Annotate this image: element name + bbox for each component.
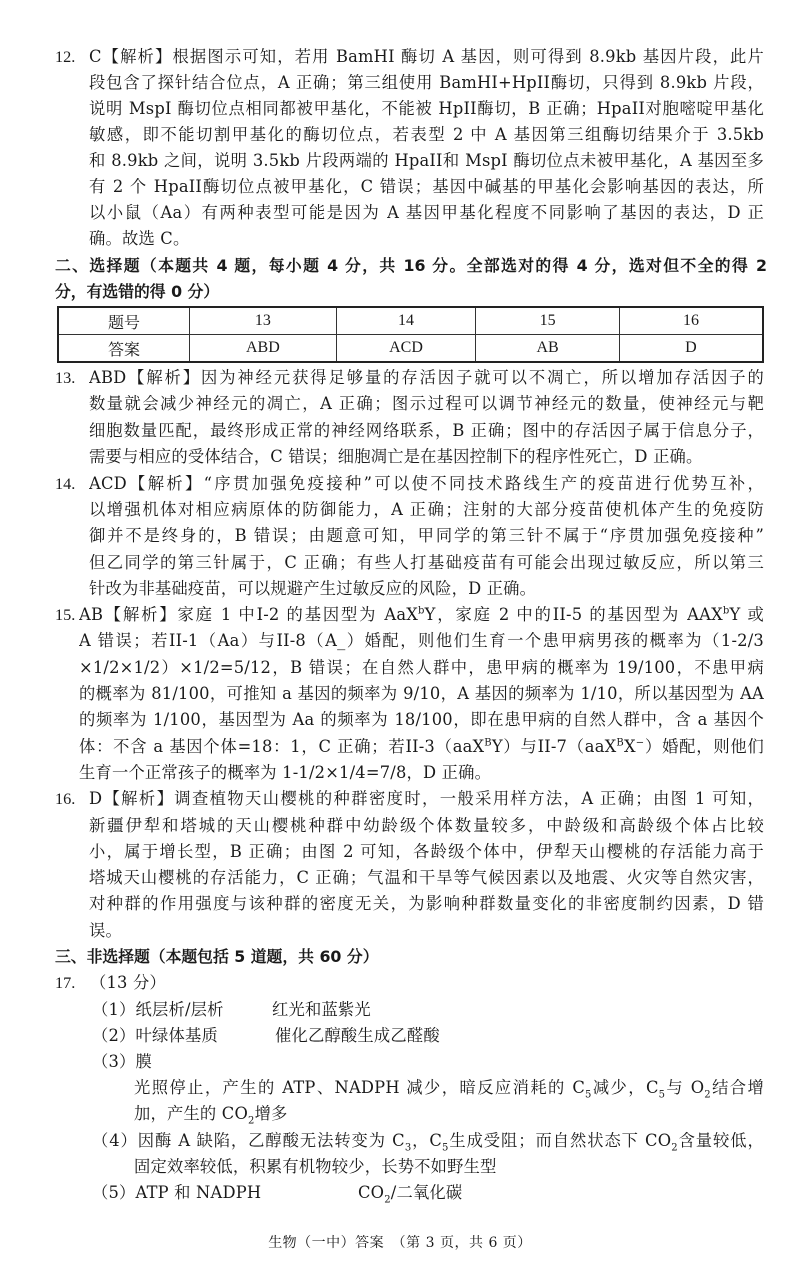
q14-line: ACD【解析】“序贯加强免疫接种”可以使不同技术路线生产的疫苗进行优势互补， [89, 474, 764, 493]
text: 体：不含 a 基因个体=18：1，C 正确；若II-3（aaX [79, 737, 485, 756]
q15-line: 生育一个正常孩子的概率为 1-1/2×1/4=7/8，D 正确。 [79, 763, 492, 782]
text: 减少，C [591, 1078, 659, 1097]
text: ）婚配，则他们 [644, 737, 764, 756]
q12-line: 说明 MspI 酶切位点相同都被甲基化，不能被 HpII酶切，B 正确；HpaII对胞嘧啶甲基化 [89, 99, 764, 118]
text: 生成受阻；而自然状态下 CO [448, 1131, 672, 1150]
q13-line: 数量就会减少神经元的凋亡，A 正确；图示过程可以调节神经元的数量，使神经元与靶 [89, 394, 764, 413]
q12-line: 敏感，即不能切割甲基化的酶切位点，若表型 2 中 A 基因第三组酶切结果介于 3.5kb [89, 125, 764, 144]
subscript: 5 [585, 1089, 592, 1101]
q17-part3-line [134, 1101, 288, 1127]
question-13-number: 13. [55, 368, 76, 387]
table-cell: ACD [336, 335, 476, 363]
subscript: 2 [248, 1115, 255, 1127]
q12-line: 段包含了探针结合位点，A 正确；第三组使用 BamHI+HpII酶切，只得到 8.9kb 片段， [89, 73, 764, 92]
subscript: 2 [384, 1194, 391, 1206]
q17-part1-answer: 红光和蓝紫光 [272, 1000, 371, 1019]
table-cell: 题号 [58, 307, 190, 335]
section-2-heading: 二、选择题（本题共 4 题，每小题 4 分，共 16 分。全部选对的得 4 分，选对但不全的得 2 [55, 256, 767, 275]
subscript: 5 [658, 1089, 666, 1101]
q15-line [79, 602, 764, 628]
q17-part3-line [134, 1075, 764, 1101]
q17-part1-label: （1）纸层析/层析 [92, 1000, 224, 1019]
q16-line: 对种群的作用强度与该种群的密度无关，为影响种群数量变化的非密度制约因素，D 错 [89, 894, 764, 913]
text: AB【解析】家庭 1 中I-2 的基因型为 AaX [79, 605, 419, 624]
table-answer-row [58, 335, 763, 363]
table-cell: 答案 [58, 335, 190, 363]
q12-line: 有 2 个 HpaII酶切位点被甲基化，C 错误；基因中碱基的甲基化会影响基因的表达，所 [89, 177, 764, 196]
question-15-number: 15. [55, 605, 76, 624]
q12-line: 以小鼠（Aa）有两种表型可能是因为 A 基因甲基化程度不同影响了基因的表达，D 正 [89, 203, 764, 222]
table-cell: 13 [190, 307, 337, 335]
question-16-number: 16. [55, 789, 76, 808]
q16-line: 小，属于增长型，B 正确；由图 2 可知，各龄级个体中，伊犁天山樱桃的存活能力高于 [89, 842, 764, 861]
q13-line: 需要与相应的受体结合，C 错误；细胞凋亡是在基因控制下的程序性死亡，D 正确。 [89, 447, 703, 466]
table-cell: AB [476, 335, 620, 363]
text: /二氧化碳 [390, 1183, 463, 1202]
subscript: 2 [704, 1089, 711, 1101]
q17-part2-label: （2）叶绿体基质 [92, 1026, 218, 1045]
q17-score: （13 分） [90, 973, 166, 992]
q15-line: 的频率为 1/100，基因型为 Aa 的频率为 18/100，即在患甲病的自然人群中，含 a 基因个 [79, 710, 764, 729]
q17-part5-answer [358, 1180, 462, 1206]
q15-line [79, 734, 764, 760]
text: Y）与II-7（aaX [491, 737, 617, 756]
text: 含量较低， [677, 1131, 764, 1150]
text: 结合增 [710, 1078, 764, 1097]
subscript: 2 [671, 1142, 678, 1154]
text: 加，产生的 CO [134, 1104, 248, 1123]
q17-part3-label: （3）膜 [92, 1052, 153, 1071]
q14-line: 御并不是终身的，B 错误；由题意可知，甲同学的第三针不属于“序贯加强免疫接种” [89, 526, 764, 545]
q12-line: C【解析】根据图示可知，若用 BamHI 酶切 A 基因，则可得到 8.9kb 基因片段，此片 [89, 47, 764, 66]
q16-line: D【解析】调查植物天山樱桃的种群密度时，一般采用样方法，A 正确；由图 1 可知， [89, 789, 764, 808]
text: 与 O [665, 1078, 705, 1097]
q16-line: 塔城天山樱桃的存活能力，C 正确；气温和干旱等气候因素以及地震、火灾等自然灾害， [89, 868, 764, 887]
q17-part4-line: 固定效率较低，积累有机物较少，长势不如野生型 [134, 1157, 497, 1176]
q15-line: 的概率为 81/100，可推知 a 基因的频率为 9/10，A 基因的频率为 1/10，所以基因型为 AA [79, 684, 764, 703]
text: 光照停止，产生的 ATP、NADPH 减少，暗反应消耗的 C [134, 1078, 586, 1097]
text: （4）因酶 A 缺陷，乙醇酸无法转变为 C [92, 1131, 405, 1150]
text: Y 或 [729, 605, 764, 624]
q12-line: 和 8.9kb 之间，说明 3.5kb 片段两端的 HpaII和 MspI 酶切位点未被甲基化，A 基因至多 [89, 151, 764, 170]
q17-part2-answer: 催化乙醇酸生成乙醛酸 [275, 1026, 440, 1045]
text: 增多 [254, 1104, 288, 1123]
subscript: 5 [442, 1142, 449, 1154]
superscript: B [484, 737, 492, 749]
section-2-heading-cont: 分，有选错的得 0 分） [55, 282, 220, 301]
question-14-number: 14. [55, 474, 76, 493]
q17-part5-label: （5）ATP 和 NADPH [92, 1183, 262, 1202]
section-3-heading: 三、非选择题（本题包括 5 道题，共 60 分） [55, 947, 379, 966]
q16-line: 新疆伊犁和塔城的天山樱桃种群中幼龄级个体数量较多，中龄级和高龄级个体占比较 [89, 816, 764, 835]
table-header-row [58, 307, 763, 335]
question-12-number: 12. [55, 47, 76, 66]
q16-line: 误。 [89, 921, 122, 940]
answer-table [57, 306, 764, 363]
page-footer: 生物（一中）答案 （第 3 页，共 6 页） [268, 1235, 532, 1251]
text: CO [358, 1183, 385, 1202]
q15-line: ×1/2×1/2）×1/2=5/12，B 错误；在自然人群中，患甲病的概率为 19/100，不患甲病 [79, 658, 764, 677]
text: ，C [411, 1131, 443, 1150]
table-cell: 14 [336, 307, 476, 335]
subscript: 3 [404, 1142, 412, 1154]
q13-line: ABD【解析】因为神经元获得足够量的存活因子就可以不凋亡，所以增加存活因子的 [89, 368, 764, 387]
table-cell: ABD [190, 335, 337, 363]
text: Y，家庭 2 中的II-5 的基因型为 AAX [424, 605, 723, 624]
superscript: b [418, 605, 425, 617]
q13-line: 细胞数量匹配，最终形成正常的神经网络联系，B 正确；图中的存活因子属于信息分子， [89, 421, 764, 440]
table-cell: 16 [619, 307, 763, 335]
superscript: B [616, 737, 624, 749]
q14-line: 但乙同学的第三针属于，C 正确；有些人打基础疫苗有可能会出现过敏反应，所以第三 [89, 553, 764, 572]
table-cell: D [619, 335, 763, 363]
q14-line: 针改为非基础疫苗，可以规避产生过敏反应的风险，D 正确。 [89, 579, 537, 598]
q15-line: A 错误；若II-1（Aa）与II-8（A_）婚配，则他们生育一个患甲病男孩的概率为（1-2/3 [79, 631, 764, 650]
superscript: − [635, 737, 645, 749]
q14-line: 以增强机体对相应病原体的防御能力，A 正确；注射的大部分疫苗使机体产生的免疫防 [89, 500, 764, 519]
q12-line: 确。故选 C。 [89, 229, 190, 248]
text: X [623, 737, 636, 756]
q17-part4-line [92, 1128, 764, 1154]
question-17-number: 17. [55, 973, 76, 992]
table-cell: 15 [476, 307, 620, 335]
superscript: b [722, 605, 730, 617]
